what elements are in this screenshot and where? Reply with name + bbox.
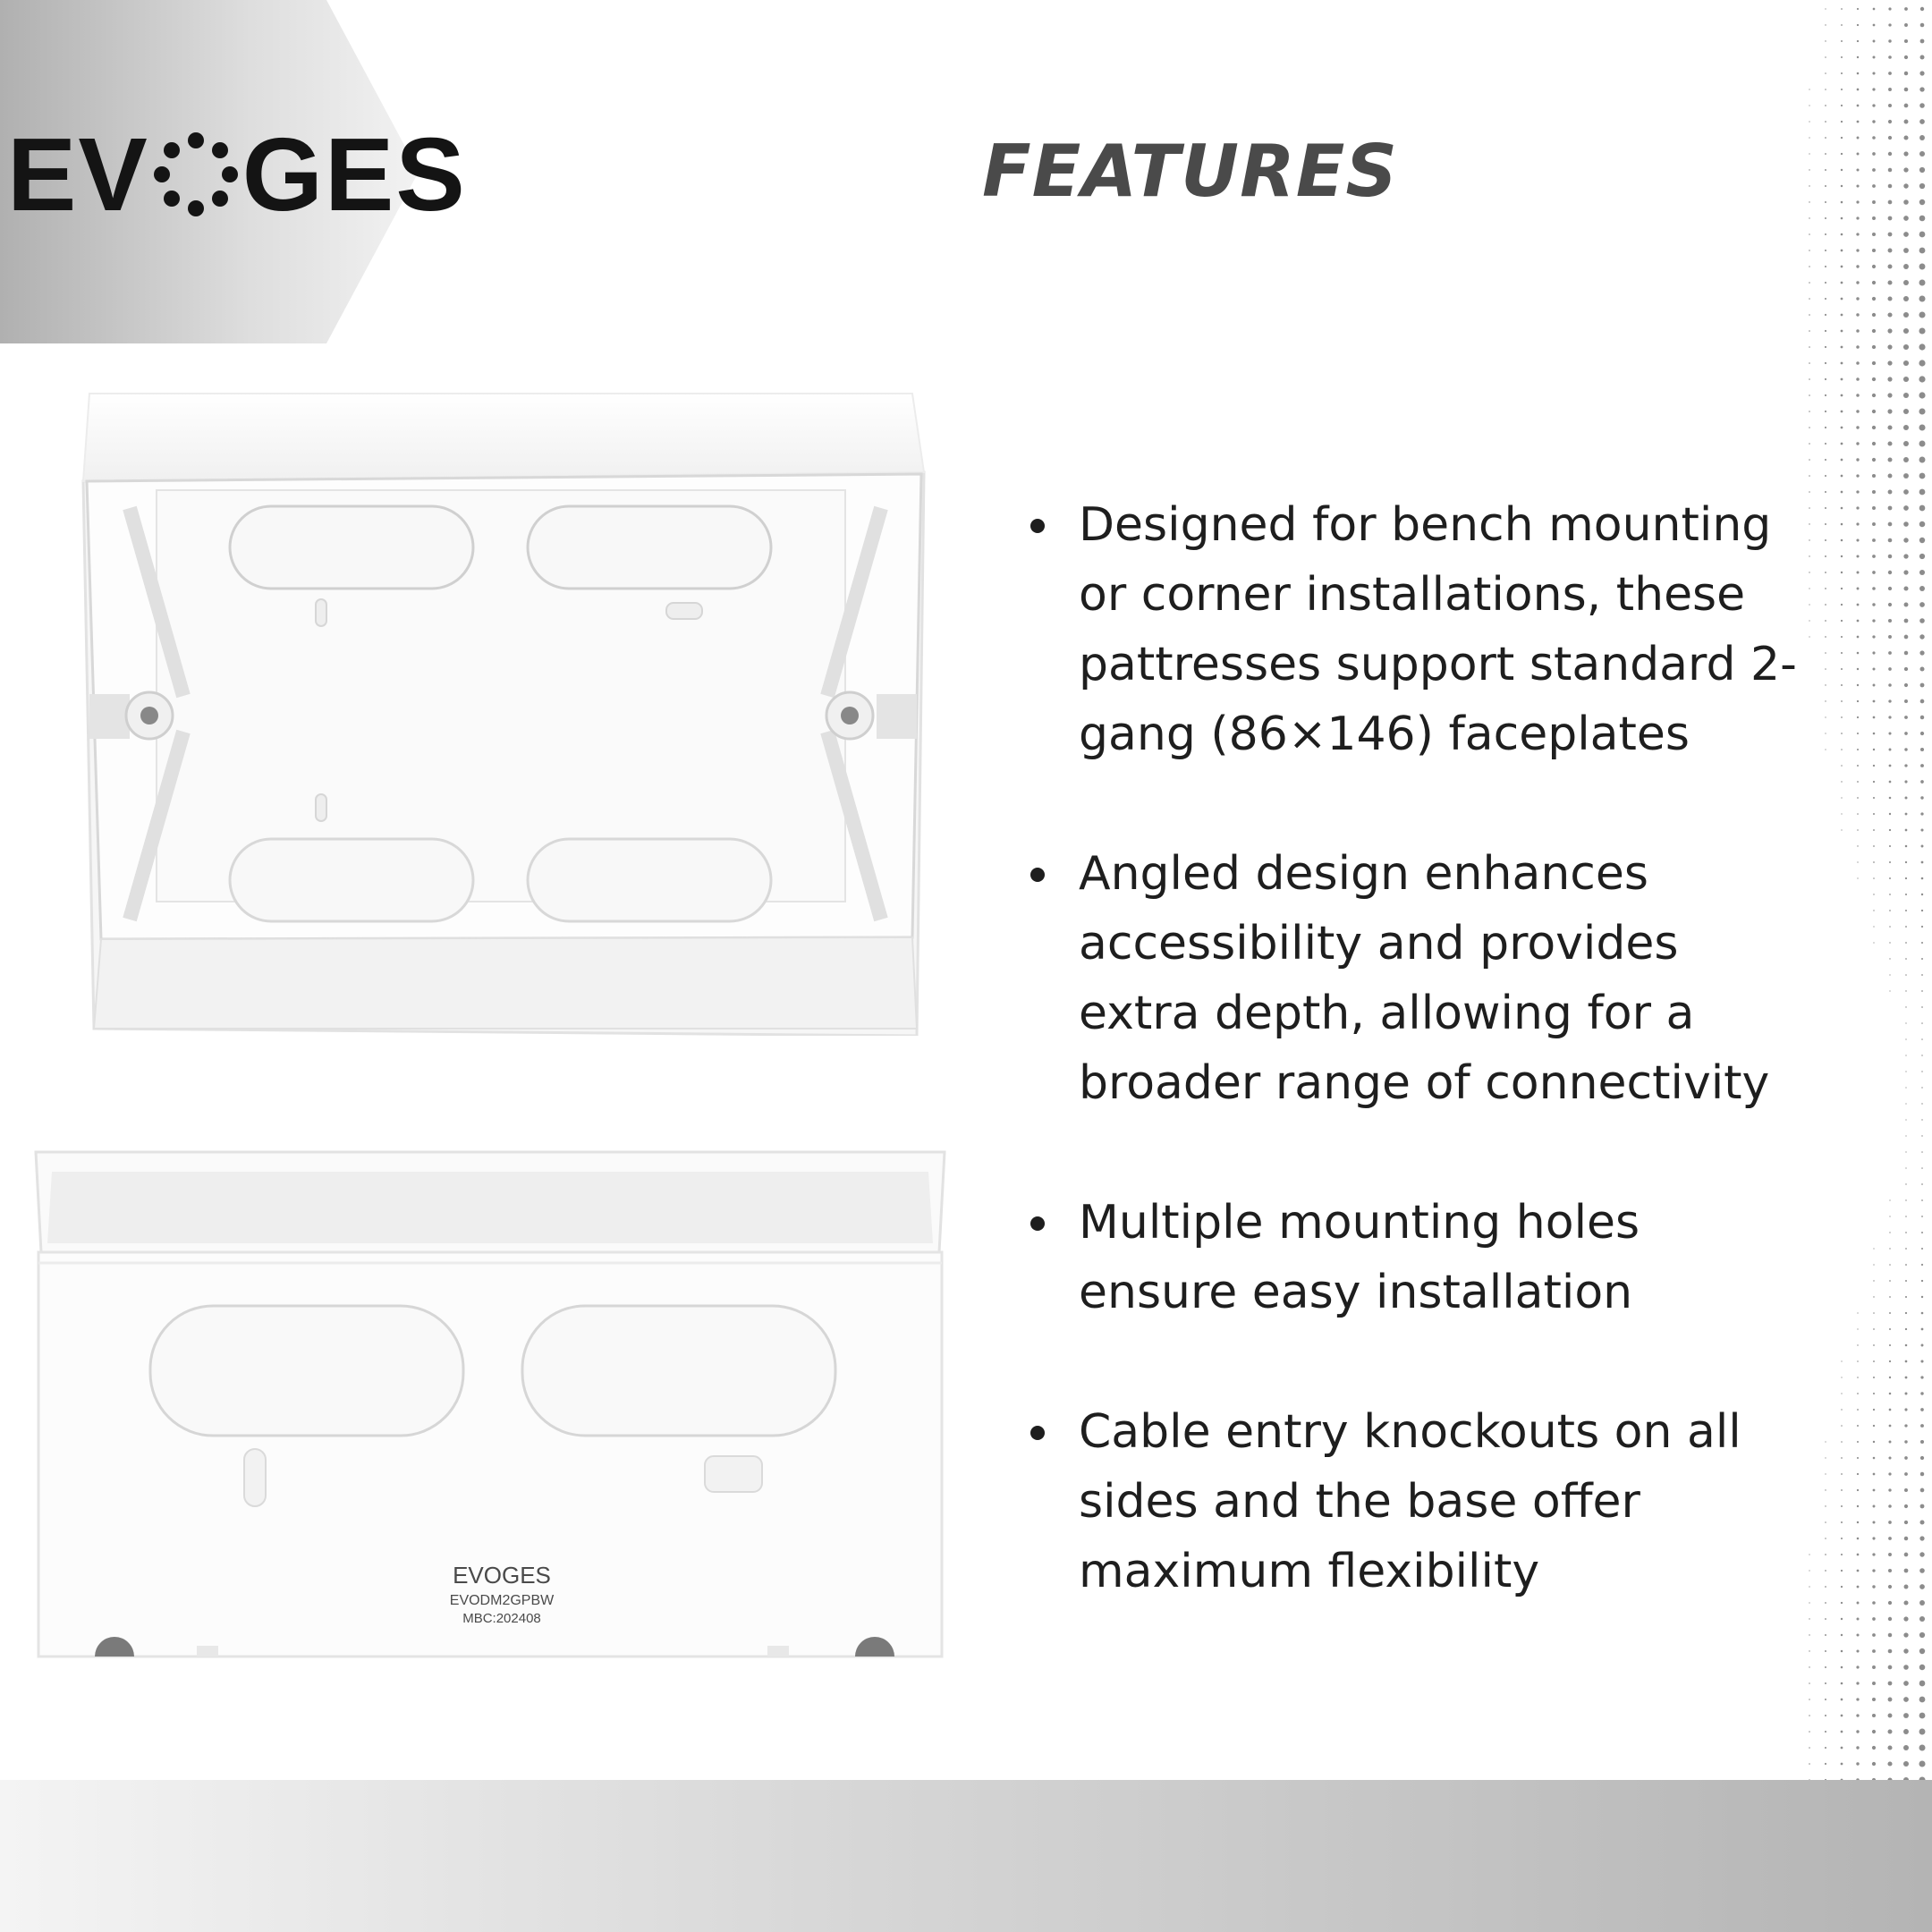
product-brand-print: EVOGES [453, 1562, 551, 1589]
feature-item [1030, 490, 1800, 769]
feature-item [1030, 1397, 1800, 1606]
feature-item [1030, 1188, 1800, 1327]
features-heading: FEATURES [982, 130, 1398, 213]
logo-suffix: GES [242, 116, 467, 233]
bullet-icon [1030, 868, 1045, 882]
product-model-print: EVODM2GPBW [449, 1593, 555, 1608]
bullet-icon [1030, 1216, 1045, 1231]
feature-list [1030, 490, 1800, 1676]
feature-text: Cable entry knockouts on all sides and the base offer maximum flexibility [1079, 1405, 1741, 1598]
feature-text: Angled design enhances accessibility and provides extra depth, allowing for a broader range of connectivity [1079, 847, 1770, 1110]
logo-dot-ring-icon [151, 130, 241, 219]
bullet-icon [1030, 519, 1045, 533]
pattress-box-top-view [76, 392, 930, 1036]
bullet-icon [1030, 1426, 1045, 1440]
feature-item [1030, 839, 1800, 1118]
feature-text: Designed for bench mounting or corner installations, these pattresses support standard 2-gang (86×146) faceplates [1079, 498, 1797, 761]
footer-gradient-bar [0, 1780, 1932, 1932]
product-batch-print: MBC:202408 [462, 1611, 541, 1626]
brand-logo [7, 116, 467, 233]
feature-text: Multiple mounting holes ensure easy installation [1079, 1196, 1640, 1319]
pattress-box-back-view [34, 1145, 946, 1664]
logo-prefix: EV [7, 116, 149, 233]
